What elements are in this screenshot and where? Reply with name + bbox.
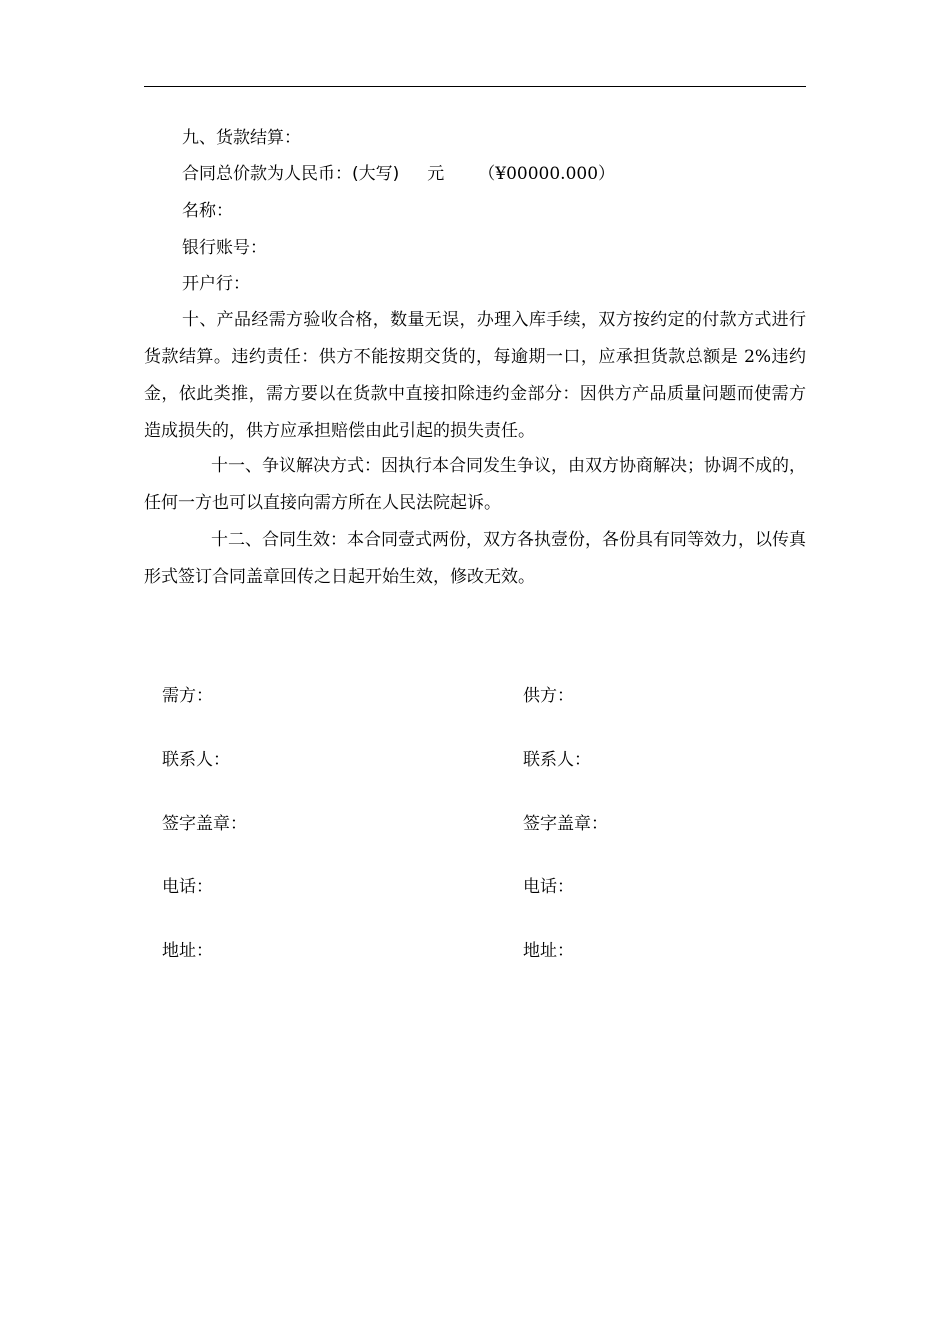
clause-ten: 十、产品经需方验收合格，数量无误，办理入库手续，双方按约定的付款方式进行货款结算。违约责任：供方不能按期交货的，每逾期一口，应承担货款总额是 2%违约金，依此类推，需方要以在货款中直接扣除违约金部分：因供方产品质量问题而使需方造成损失的，供方应承担赔偿由此引起的损失责任。 — [144, 310, 806, 441]
total-amount-label: (大写) — [352, 164, 400, 184]
header-rule — [144, 86, 806, 87]
payee-name-label: 名称： — [182, 201, 233, 221]
supplier-party-label: 供方： — [523, 686, 574, 706]
supplier-contact-label: 联系人： — [523, 750, 591, 770]
supplier-seal-label: 签字盖章： — [523, 814, 608, 834]
payment-heading: 九、货款结算： — [182, 128, 301, 148]
buyer-party-label: 需方： — [162, 686, 213, 706]
total-figure: （¥00000.000） — [478, 164, 616, 184]
bank-branch-label: 开户行： — [182, 274, 250, 294]
buyer-phone-label: 电话： — [162, 877, 213, 897]
buyer-address-label: 地址： — [162, 941, 213, 961]
total-price-line — [182, 162, 615, 186]
supplier-phone-label: 电话： — [523, 877, 574, 897]
supplier-address-label: 地址： — [523, 941, 574, 961]
total-price-prefix: 合同总价款为人民币： — [182, 164, 352, 184]
total-unit: 元 — [427, 164, 445, 184]
buyer-contact-label: 联系人： — [162, 750, 230, 770]
buyer-seal-label: 签字盖章： — [162, 814, 247, 834]
clause-eleven: 十一、争议解决方式：因执行本合同发生争议，由双方协商解决；协调不成的，任何一方也可以直接向需方所在人民法院起诉。 — [144, 456, 806, 513]
bank-account-label: 银行账号： — [182, 238, 267, 258]
clause-twelve: 十二、合同生效：本合同壹式两份，双方各执壹份，各份具有同等效力，以传真形式签订合同盖章回传之日起开始生效，修改无效。 — [144, 530, 806, 587]
